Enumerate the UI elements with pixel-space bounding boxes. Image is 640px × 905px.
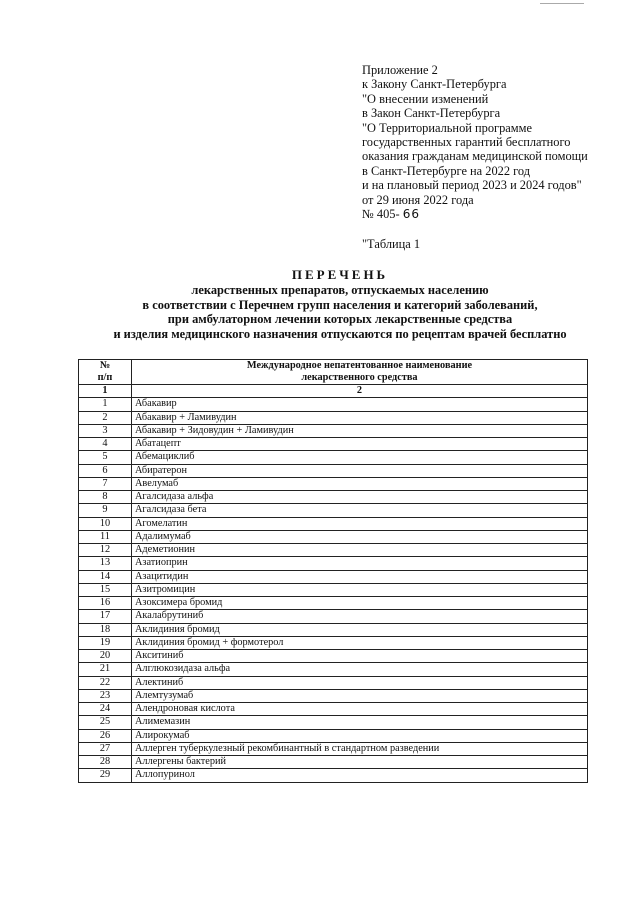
row-number: 1 <box>79 398 132 411</box>
top-edge-mark <box>540 0 584 4</box>
appendix-line: к Закону Санкт-Петербурга <box>362 77 507 92</box>
row-number: 29 <box>79 769 132 782</box>
row-number: 25 <box>79 716 132 729</box>
law-number <box>362 207 588 221</box>
row-number: 26 <box>79 729 132 742</box>
appendix-line: и на плановый период 2023 и 2024 годов" <box>362 178 582 193</box>
table-row <box>79 557 588 570</box>
row-drug-name: Агалсидаза альфа <box>132 491 588 504</box>
row-drug-name: Абатацепт <box>132 438 588 451</box>
index-name: 2 <box>132 385 588 398</box>
appendix-block <box>362 63 588 221</box>
header-name: Международное непатентованное наименование лекарственного средства <box>132 360 588 385</box>
row-number: 19 <box>79 636 132 649</box>
table-row <box>79 583 588 596</box>
table-row <box>79 663 588 676</box>
row-drug-name: Агомелатин <box>132 517 588 530</box>
row-drug-name: Азитромицин <box>132 583 588 596</box>
row-number: 9 <box>79 504 132 517</box>
table-row <box>79 491 588 504</box>
appendix-line: в Санкт-Петербурге на 2022 год <box>362 163 531 178</box>
document-title <box>60 267 620 341</box>
table-header-row <box>79 360 588 385</box>
table-row <box>79 411 588 424</box>
table-row <box>79 464 588 477</box>
row-number: 27 <box>79 742 132 755</box>
row-drug-name: Азацитидин <box>132 570 588 583</box>
row-drug-name: Алимемазин <box>132 716 588 729</box>
law-number-prefix: № 405- <box>362 207 400 222</box>
table-row <box>79 544 588 557</box>
row-drug-name: Алендроновая кислота <box>132 703 588 716</box>
row-drug-name: Аллопуринол <box>132 769 588 782</box>
table-row <box>79 716 588 729</box>
table-row <box>79 769 588 782</box>
table-row <box>79 504 588 517</box>
row-number: 20 <box>79 650 132 663</box>
row-drug-name: Абакавир + Зидовудин + Ламивудин <box>132 424 588 437</box>
row-drug-name: Алектиниб <box>132 676 588 689</box>
appendix-line: государственных гарантий бесплатного <box>362 135 571 150</box>
row-number: 12 <box>79 544 132 557</box>
table-row <box>79 703 588 716</box>
row-drug-name: Азоксимера бромид <box>132 597 588 610</box>
row-drug-name: Алглюкозидаза альфа <box>132 663 588 676</box>
table-row <box>79 570 588 583</box>
title-main: ПЕРЕЧЕНЬ <box>291 267 389 282</box>
appendix-line: Приложение 2 <box>362 63 438 77</box>
index-number: 1 <box>79 385 132 398</box>
row-drug-name: Абакавир + Ламивудин <box>132 411 588 424</box>
row-drug-name: Абемациклиб <box>132 451 588 464</box>
row-drug-name: Авелумаб <box>132 477 588 490</box>
row-number: 16 <box>79 597 132 610</box>
row-number: 13 <box>79 557 132 570</box>
table-row <box>79 424 588 437</box>
appendix-line: от 29 июня 2022 года <box>362 192 474 207</box>
row-drug-name: Аклидиния бромид + формотерол <box>132 636 588 649</box>
row-number: 21 <box>79 663 132 676</box>
header-number: № п/п <box>79 360 132 385</box>
row-number: 22 <box>79 676 132 689</box>
table-row <box>79 517 588 530</box>
table-row <box>79 689 588 702</box>
title-subtitle-line: при амбулаторном лечении которых лекарственные средства <box>167 312 513 327</box>
table-row <box>79 597 588 610</box>
table-label: "Таблица 1 <box>362 237 421 251</box>
row-drug-name: Акситиниб <box>132 650 588 663</box>
row-drug-name: Абакавир <box>132 398 588 411</box>
row-number: 7 <box>79 477 132 490</box>
table-row <box>79 530 588 543</box>
row-drug-name: Адалимумаб <box>132 530 588 543</box>
row-number: 11 <box>79 530 132 543</box>
table-row <box>79 451 588 464</box>
row-drug-name: Азатиоприн <box>132 557 588 570</box>
row-number: 15 <box>79 583 132 596</box>
table-row <box>79 650 588 663</box>
appendix-line: "О Территориальной программе <box>362 120 532 135</box>
row-number: 24 <box>79 703 132 716</box>
row-number: 6 <box>79 464 132 477</box>
row-number: 17 <box>79 610 132 623</box>
row-number: 18 <box>79 623 132 636</box>
table-row <box>79 676 588 689</box>
table-row <box>79 610 588 623</box>
row-drug-name: Акалабрутиниб <box>132 610 588 623</box>
table-row <box>79 636 588 649</box>
row-drug-name: Аклидиния бромид <box>132 623 588 636</box>
row-number: 8 <box>79 491 132 504</box>
table-row <box>79 438 588 451</box>
title-subtitle-line: в соответствии с Перечнем групп населения и категорий заболеваний, <box>142 297 538 312</box>
row-drug-name: Аллергены бактерий <box>132 756 588 769</box>
table-row <box>79 623 588 636</box>
row-number: 2 <box>79 411 132 424</box>
table-index-row <box>79 385 588 398</box>
table-row <box>79 742 588 755</box>
row-drug-name: Алемтузумаб <box>132 689 588 702</box>
drug-list-table <box>78 359 588 783</box>
table-row <box>79 477 588 490</box>
row-drug-name: Адеметионин <box>132 544 588 557</box>
appendix-line: "О внесении изменений <box>362 91 489 106</box>
row-number: 4 <box>79 438 132 451</box>
table-row <box>79 398 588 411</box>
row-number: 23 <box>79 689 132 702</box>
title-subtitle-line: и изделия медицинского назначения отпускаются по рецептам врачей бесплатно <box>113 326 567 341</box>
row-number: 14 <box>79 570 132 583</box>
table-body <box>79 398 588 782</box>
row-drug-name: Агалсидаза бета <box>132 504 588 517</box>
row-number: 3 <box>79 424 132 437</box>
row-number: 28 <box>79 756 132 769</box>
appendix-line: в Закон Санкт-Петербурга <box>362 106 501 121</box>
appendix-line: оказания гражданам медицинской помощи <box>362 149 588 164</box>
law-number-handwritten: 66 <box>402 207 421 222</box>
row-number: 5 <box>79 451 132 464</box>
row-drug-name: Аллерген туберкулезный рекомбинантный в стандартном разведении <box>132 742 588 755</box>
table-row <box>79 756 588 769</box>
title-subtitle-line: лекарственных препаратов, отпускаемых населению <box>191 283 489 297</box>
row-number: 10 <box>79 517 132 530</box>
table-row <box>79 729 588 742</box>
row-drug-name: Алирокумаб <box>132 729 588 742</box>
row-drug-name: Абиратерон <box>132 464 588 477</box>
